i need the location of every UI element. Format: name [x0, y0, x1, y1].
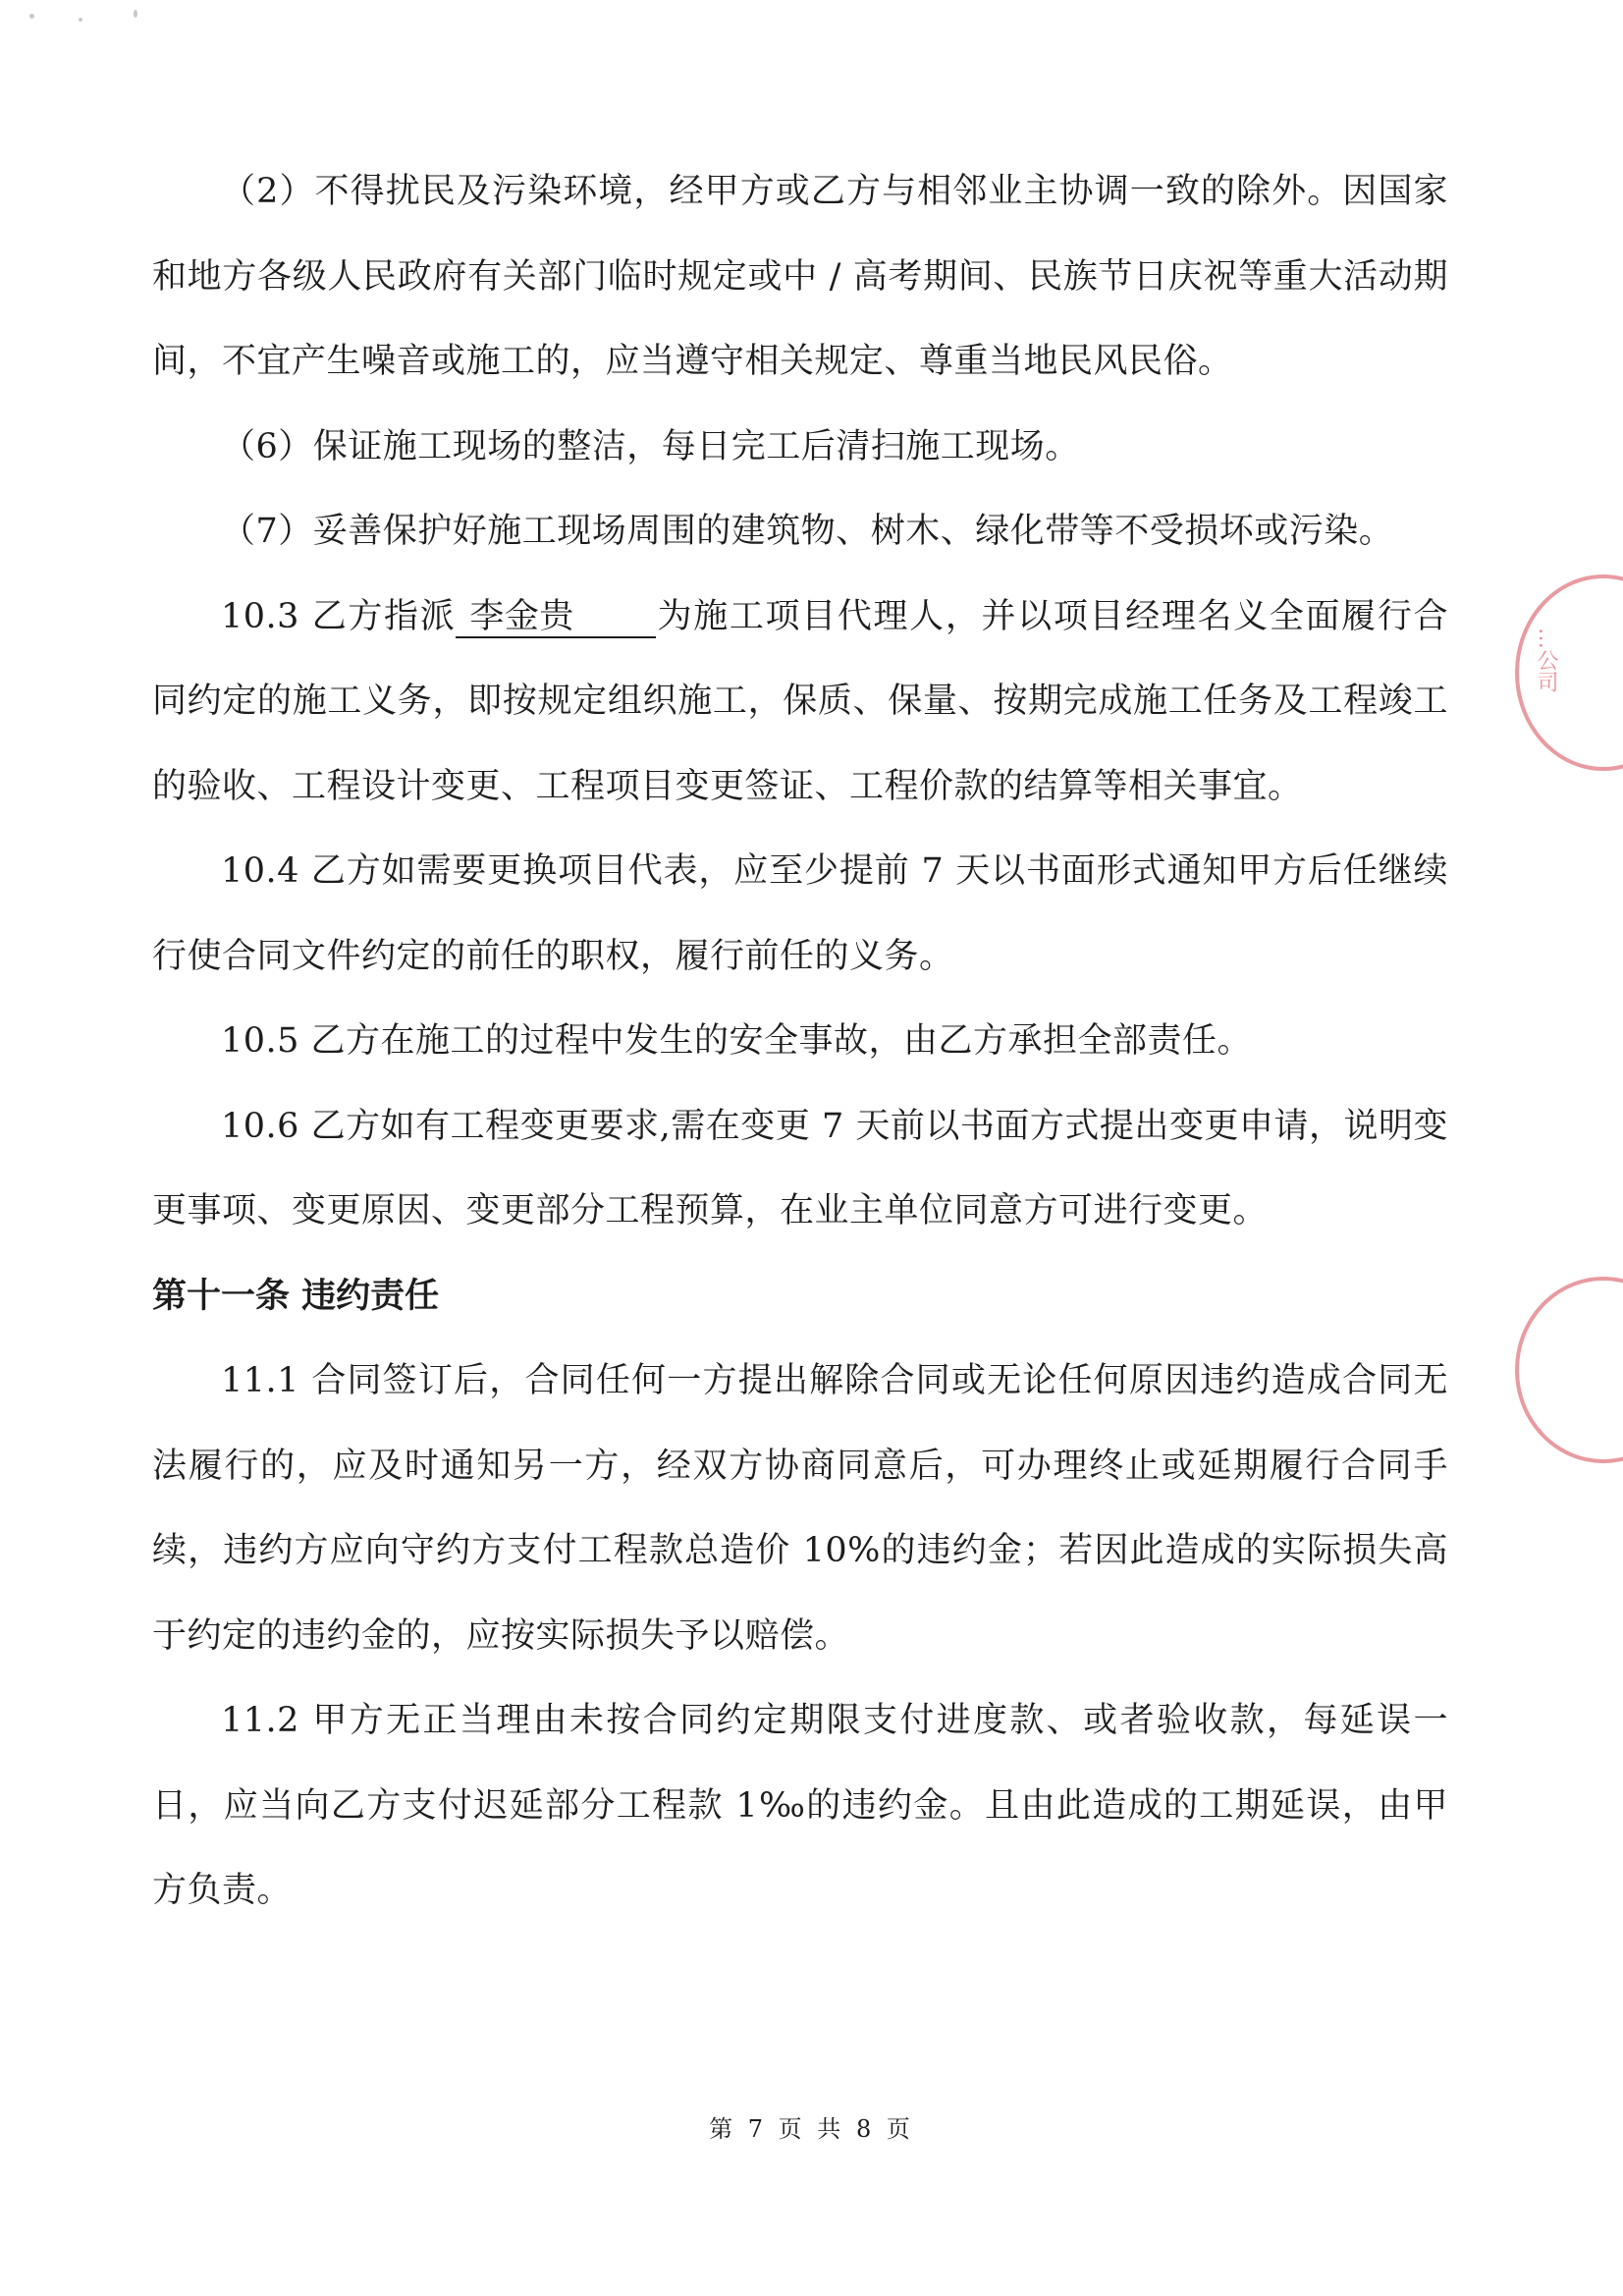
clause-10-3-suffix: 为施工项目代理人，并以项目经理名义全面履行合同约定的施工义务，即按规定组织施工，保质、保量、按期完成施工任务及工程竣工的验收、工程设计变更、工程项目变更签证、工程价款的结算等相关事宜。 [152, 596, 1448, 806]
clause-10-4: 10.4 乙方如需要更换项目代表，应至少提前 7 天以书面形式通知甲方后任继续行使合同文件约定的前任的职权，履行前任的义务。 [152, 851, 1448, 976]
clause-10-6: 10.6 乙方如有工程变更要求,需在变更 7 天前以书面方式提出变更申请，说明变更事项、变更原因、变更部分工程预算，在业主单位同意方可进行变更。 [152, 1106, 1448, 1230]
clause-11-2: 11.2 甲方无正当理由未按合同约定期限支付进度款、或者验收款，每延误一日，应当向乙方支付迟延部分工程款 1‰的违约金。且由此造成的工期延误，由甲方负责。 [152, 1701, 1448, 1910]
page-number-footer: 第 7 页 共 8 页 [709, 2115, 914, 2143]
red-seal-stamp-lower [1515, 1277, 1623, 1463]
clause-10-3 [152, 574, 1448, 830]
red-seal-stamp-upper [1515, 574, 1623, 771]
clause-item-7: （7）妥善保护好施工现场周围的建筑物、树木、绿化带等不受损坏或污染。 [221, 512, 1394, 551]
scan-speck [79, 18, 82, 22]
clause-11-1: 11.1 合同签订后，合同任何一方提出解除合同或无论任何原因违约造成合同无法履行的，应及时通知另一方，经双方协商同意后，可办理终止或延期履行合同手续，违约方应向守约方支付工程款总造价 10%的违约金；若因此造成的实际损失高于约定的违约金的，应按实际损失予以赔偿。 [152, 1361, 1448, 1656]
scan-speck [134, 10, 137, 18]
clause-item-6: （6）保证施工现场的整洁，每日完工后清扫施工现场。 [221, 426, 1080, 466]
seal-fragment-text: …公司 [1534, 628, 1558, 692]
clause-10-3-prefix: 10.3 乙方指派 [221, 596, 457, 636]
scan-speck [29, 14, 34, 19]
article-11-heading: 第十一条 违约责任 [152, 1276, 440, 1316]
clause-10-5: 10.5 乙方在施工的过程中发生的安全事故，由乙方承担全部责任。 [221, 1021, 1253, 1061]
contract-page-body [152, 149, 1448, 1934]
project-agent-name: 李金贵 [456, 597, 656, 638]
clause-item-2: （2）不得扰民及污染环境，经甲方或乙方与相邻业主协调一致的除外。因国家和地方各级人民政府有关部门临时规定或中 / 高考期间、民族节日庆祝等重大活动期间，不宜产生噪音或施工的，应当遵守相关规定、尊重当地民风民俗。 [152, 172, 1448, 381]
